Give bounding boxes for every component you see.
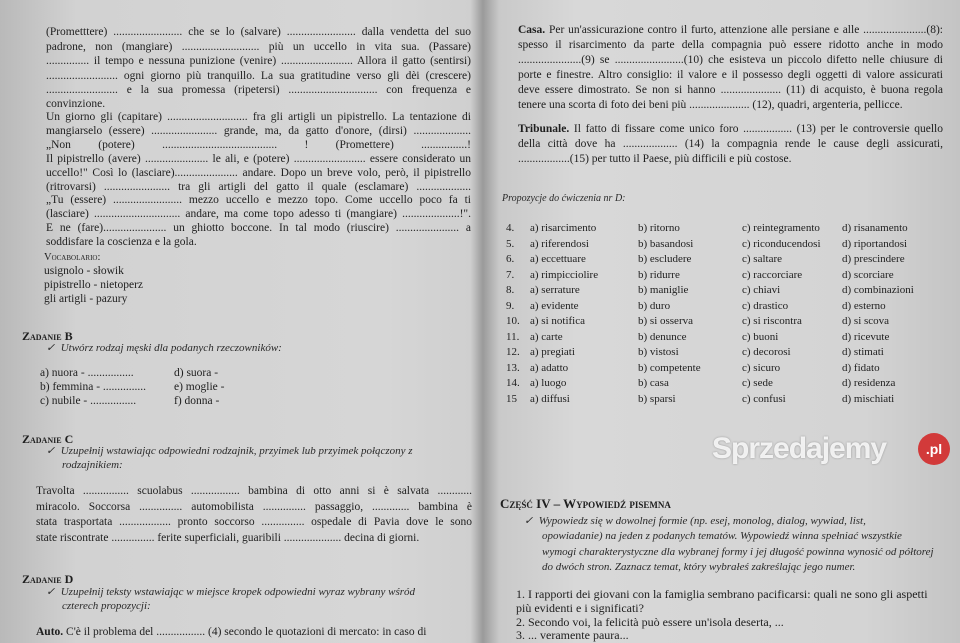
- zadanie-c-instruction: rodzajnikiem:: [62, 459, 123, 471]
- item: f) donna -: [174, 395, 220, 407]
- option-cell: a) risarcimento: [530, 222, 597, 234]
- option-cell: c) riconducendosi: [742, 237, 821, 250]
- row-number: 10.: [506, 315, 520, 327]
- text-line: padrone, non (mangiare) ........................... più un uccello in vita sua. (Passare): [46, 41, 471, 53]
- casa-label: Casa.: [518, 24, 546, 36]
- text-line: spesso il risarcimento da parte della compagnia può essere ridotto anche in modo: [518, 39, 943, 51]
- option-cell: d) residenza: [842, 377, 896, 389]
- option-cell: a) riferendosi: [530, 237, 589, 250]
- option-cell: d) fidato: [842, 361, 880, 374]
- text-line: (ritrovarsi) ....................... tra gli artigli del gatto il quale (esclamare) ...................: [46, 181, 471, 193]
- zadanie-d-title: Zadanie D: [22, 572, 74, 586]
- row-number: 4.: [506, 222, 515, 234]
- row-number: 9.: [506, 299, 515, 312]
- option-cell: d) combinazioni: [842, 284, 914, 296]
- czesc-instruction: do dwóch stron. Zaznacz temat, który wybrałeś zakreślając jego numer.: [542, 561, 856, 573]
- czesc-instruction: wymogi charakterystyczne dla wybranej formy i jej długość powinna wynosić od półtorej: [542, 546, 934, 558]
- option-cell: b) ritorno: [638, 222, 680, 234]
- option-cell: c) sede: [742, 377, 773, 389]
- option-cell: d) si scova: [842, 315, 890, 327]
- text-line: Un giorno gli (capitare) ............................ fra gli artigli un pipistrello. La tentazione di: [46, 111, 471, 123]
- item: a) nuora - ................: [40, 367, 134, 379]
- tribunale-label: Tribunale.: [518, 123, 570, 135]
- watermark-badge: .pl: [918, 433, 950, 465]
- item: b) femmina - ...............: [40, 381, 147, 393]
- vocab-item: usignolo - słowik: [44, 265, 124, 277]
- option-cell: c) chiavi: [742, 284, 781, 296]
- option-cell: a) luogo: [530, 377, 567, 389]
- option-cell: b) competente: [638, 361, 701, 374]
- text-line: Casa. Per un'assicurazione contro il furto, attenzione alle persiane e alle ......................(8):: [518, 24, 943, 36]
- option-cell: c) si riscontra: [742, 315, 802, 327]
- czesc-instruction: opowiadanie) na jeden z podanych tematów. Wypowiedź winna spełniać wszystkie: [542, 530, 902, 542]
- item: d) suora -: [174, 367, 219, 379]
- text-line: Il pipistrello (avere) ...................... le ali, e (potere) ......................... essere considerato un: [46, 153, 471, 165]
- text-line: Travolta ................ scuolabus ................. bambina di otto anni si è salvata ............: [36, 485, 472, 497]
- option-cell: a) si notifica: [530, 315, 585, 327]
- item: c) nubile - ................: [40, 395, 137, 407]
- text-line: uccello!" Così lo (lasciare)...................... andare. Dopo un breve volo, però, il pipistrello: [46, 167, 471, 179]
- option-cell: c) confusi: [742, 392, 786, 405]
- option-cell: d) prescindere: [842, 253, 905, 265]
- zadanie-d-instruction: ✓ Uzupełnij teksty wstawiając w miejsce kropek odpowiedni wyraz wybrany wśród: [46, 586, 416, 598]
- row-number: 8.: [506, 284, 515, 296]
- text-line: stata trasportata .................. pronto soccorso ............... ospedale di Pavia dove le sono: [36, 516, 472, 528]
- option-cell: b) escludere: [638, 253, 692, 265]
- option-cell: a) adatto: [530, 361, 569, 374]
- option-cell: b) si osserva: [638, 315, 693, 327]
- text-line: ......................(9) se ........................(10) che esisteva un piccolo difetto nelle chiusure di: [518, 54, 943, 66]
- option-cell: a) carte: [530, 330, 563, 343]
- option-cell: b) denunce: [638, 330, 687, 343]
- row-number: 7.: [506, 268, 515, 281]
- row-number: 15: [506, 392, 517, 405]
- text-line: convinzione.: [46, 98, 106, 110]
- option-cell: a) rimpicciolire: [530, 268, 599, 281]
- czesc-instruction: ✓ Wypowiedz się w dowolnej formie (np. esej, monolog, dialog, wywiad, list,: [524, 515, 866, 527]
- text-line: deve essere dimostrato. Se non si hanno ..................... (11) di acquisto, è buona regola: [518, 84, 943, 96]
- text-line: „Non (potere) ........................................ ! (Promettere) ................!: [46, 139, 471, 151]
- topic-item: 2. Secondo voi, la felicità può essere un'isola deserta, ...: [516, 615, 784, 629]
- option-cell: b) sparsi: [638, 392, 676, 405]
- option-cell: c) raccorciare: [742, 268, 803, 281]
- row-number: 5.: [506, 237, 515, 250]
- text-line: soddisfare la coscienza e la gola.: [46, 236, 197, 248]
- text-line: della città dove ha ................... (14) la compagnia rende le cause degli assicurati,: [518, 138, 943, 150]
- topic-item: 3. ... veramente paura...: [516, 628, 629, 642]
- option-cell: c) buoni: [742, 330, 779, 343]
- row-number: 12.: [506, 346, 520, 358]
- option-cell: c) drastico: [742, 299, 789, 312]
- text-line: ............... il tempo e nessuna punizione (venire) ......................... Allora il gatto (sentirsi): [46, 55, 471, 67]
- czesc-iv-title: Część IV – Wypowiedź pisemna: [500, 496, 671, 511]
- option-cell: d) risanamento: [842, 222, 908, 234]
- text-line: ..................(15) per tutto il Paese, più difficili e più costose.: [518, 153, 792, 165]
- topic-item: più evidenti e i significati?: [516, 601, 644, 615]
- text-line: tenere una scorta di foto dei beni più ..................... (12), quadri, argenteria, pellicce.: [518, 99, 903, 111]
- text-line: ......................... ogni giorno più tranquillo. La sua gratitudine verso gli dèi (crescere): [46, 70, 471, 82]
- option-cell: a) pregiati: [530, 346, 575, 358]
- option-cell: a) eccettuare: [530, 253, 586, 265]
- text-line: „Tu (essere) ........................ mezzo uccello e mezzo topo. Come uccello poco fa ti: [46, 194, 471, 206]
- zadanie-b-instruction: ✓ Utwórz rodzaj męski dla podanych rzeczowników:: [46, 342, 282, 354]
- text-line: Tribunale. Il fatto di fissare come unico foro ................. (13) per le controversie quello: [518, 123, 943, 135]
- option-cell: c) decorosi: [742, 346, 791, 358]
- option-cell: b) vistosi: [638, 346, 679, 358]
- option-cell: c) saltare: [742, 253, 782, 265]
- text-line: (Prometttere) ........................ che se lo (salvare) ........................ dalla vendetta del suo: [46, 26, 471, 38]
- text-line: porte e finestre. Altro consiglio: il valore e il possesso degli oggetti di valore assicurati: [518, 69, 943, 81]
- option-cell: d) riportandosi: [842, 237, 908, 250]
- item: e) moglie -: [174, 381, 225, 393]
- option-cell: b) casa: [638, 377, 669, 389]
- zadanie-c-instruction: ✓ Uzupełnij wstawiając odpowiedni rodzajnik, przyimek lub przyimek połączony z: [46, 445, 413, 457]
- option-cell: b) duro: [638, 299, 671, 312]
- right-page: [486, 0, 960, 642]
- zadanie-b-title: Zadanie B: [22, 329, 73, 343]
- option-cell: a) evidente: [530, 299, 579, 312]
- row-number: 11.: [506, 330, 520, 343]
- zadanie-d-instruction: czterech propozycji:: [62, 600, 151, 612]
- option-cell: b) maniglie: [638, 284, 689, 296]
- text-line: miracolo. Soccorsa ............... automobilista ............... passaggio, ............. bambina è: [36, 500, 472, 513]
- text-line: E ne (fare)...................... un ghiotto boccone. In tal modo (riuscire) ...................... a: [46, 222, 471, 234]
- row-number: 6.: [506, 253, 515, 265]
- text-line: ......................... e la sua promessa (ripetersi) ............................... con frequenza e: [46, 84, 471, 96]
- vocabulary-title: Vocabolario:: [44, 252, 101, 263]
- option-cell: d) ricevute: [842, 330, 890, 343]
- propozycje-title: Propozycje do ćwiczenia nr D:: [502, 193, 626, 204]
- option-cell: c) sicuro: [742, 361, 781, 374]
- option-cell: d) stimati: [842, 346, 884, 358]
- option-cell: d) scorciare: [842, 268, 894, 281]
- vocab-item: gli artigli - pazury: [44, 293, 128, 305]
- watermark-logo: Sprzedajemy: [712, 432, 887, 465]
- option-cell: b) basandosi: [638, 237, 694, 250]
- text-line: mangiarselo (essere) ....................... grande, ma, da gatto d'onore, (dirsi) ....................: [46, 125, 471, 137]
- auto-paragraph: Auto. C'è il problema del ................. (4) secondo le quotazioni di mercato: in caso di: [36, 626, 427, 638]
- option-cell: b) ridurre: [638, 268, 680, 281]
- option-cell: d) esterno: [842, 299, 886, 312]
- vocab-item: pipistrello - nietoperz: [44, 279, 143, 291]
- option-cell: a) diffusi: [530, 392, 570, 405]
- text-line: (lasciare) .............................. andare, ma come topo adesso ti (mangiare) ....................!".: [46, 208, 471, 220]
- option-cell: a) serrature: [530, 284, 580, 296]
- row-number: 13.: [506, 361, 520, 374]
- zadanie-c-title: Zadanie C: [22, 432, 74, 446]
- option-cell: c) reintegramento: [742, 222, 820, 234]
- option-cell: d) mischiati: [842, 392, 895, 405]
- topic-item: 1. I rapporti dei giovani con la famiglia sembrano pacificarsi: quali ne sono gli aspetti: [516, 587, 928, 601]
- text-line: state riscontrate ............... ferite superficiali, guaribili .................... decina di giorni.: [36, 531, 420, 544]
- row-number: 14.: [506, 377, 520, 389]
